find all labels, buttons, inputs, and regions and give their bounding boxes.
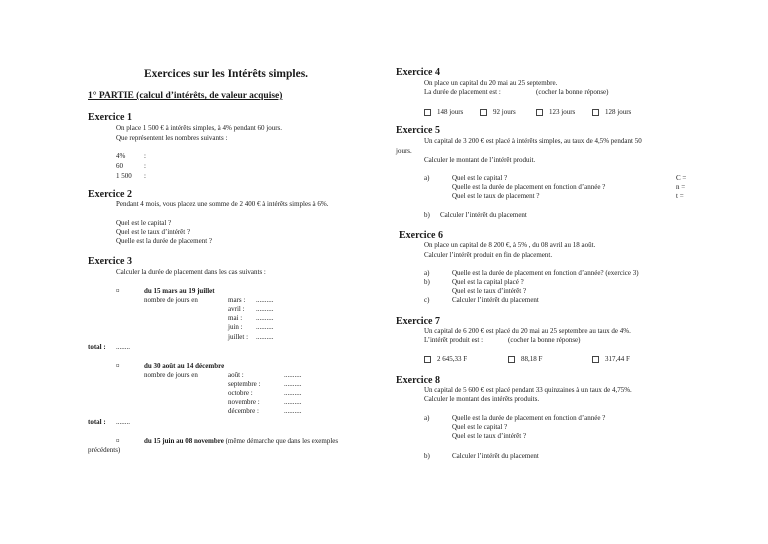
exercise-1-item: 1 500 [116,172,132,180]
item-marker: a) [424,269,430,277]
total-label: total : [88,418,106,426]
answer-dots: .......... [284,371,302,379]
choice-317[interactable] [592,355,630,364]
answer-dots: .......... [284,380,302,388]
month-label: novembre : [228,398,260,406]
answer-dots: ........ [116,343,130,351]
exercise-5-q1: Quel est le capital ? [452,174,508,182]
exercise-1-question: Que représentent les nombres suivants : [116,134,228,142]
bullet-icon: ¤ [116,362,120,370]
exercise-7-question: L’intérêt produit est : [424,336,484,344]
symbol-t: t = [676,192,684,200]
answer-dots: .......... [284,398,302,406]
case-2-label: nombre de jours en [144,371,198,379]
item-marker: c) [424,296,430,304]
case-3-end: précédents) [88,446,121,454]
exercise-5-question: Calculer le montant de l’intérêt produit. [424,156,536,164]
exercise-6-qb2: Quel est le taux d’intérêt ? [452,287,527,295]
checkbox-icon [480,109,487,116]
case-2-title: du 30 août au 14 décembre [144,362,225,370]
exercise-4-question: La durée de placement est : [424,88,501,96]
answer-dots: .......... [284,389,302,397]
exercise-4-statement: On place un capital du 20 mai au 25 septembre. [424,79,558,87]
exercise-2-question-2: Quel est le taux d’intérêt ? [116,228,191,236]
choice-92[interactable] [480,108,516,117]
part-heading: 1° PARTIE (calcul d’intérêts, de valeur acquise) [88,91,283,101]
checkbox-icon [592,356,599,363]
symbol-c: C = [676,174,687,182]
exercise-8-q3: Quel est le taux d’intérêt ? [452,432,527,440]
month-label: décembre : [228,407,259,415]
choice-128[interactable] [592,108,631,117]
checkbox-icon [592,109,599,116]
exercise-4-hint: (cocher la bonne réponse) [536,88,609,96]
colon: : [144,162,146,170]
item-marker: a) [424,414,430,422]
exercise-3-heading: Exercice 3 [88,256,132,267]
checkbox-icon [424,356,431,363]
answer-dots: .......... [256,314,274,322]
exercise-3-statement: Calculer la durée de placement dans les cas suivants : [116,268,266,276]
exercise-8-q1: Quelle est la durée de placement en fonction d’année ? [452,414,606,422]
exercise-6-statement: On place un capital de 8 200 €, à 5% , du 08 avril au 18 août. [424,241,596,249]
bullet-icon: ¤ [116,437,120,445]
choice-label: 2 645,33 F [437,355,468,363]
item-marker: b) [424,452,430,460]
exercise-1-heading: Exercice 1 [88,112,132,123]
exercise-2-question-1: Quel est le capital ? [116,219,172,227]
answer-dots: .......... [284,407,302,415]
symbol-n: n = [676,183,686,191]
exercise-8-qb: Calculer l’intérêt du placement [452,452,539,460]
month-label: avril : [228,305,245,313]
colon: : [144,152,146,160]
checkbox-icon [508,356,515,363]
choice-88[interactable] [508,355,542,364]
month-label: septembre : [228,380,261,388]
exercise-8-heading: Exercice 8 [396,375,440,386]
exercise-5-statement-end: jours. [396,147,412,155]
choice-label: 128 jours [605,108,632,116]
choice-label: 123 jours [549,108,576,116]
choice-123[interactable] [536,108,575,117]
exercise-5-q3: Quel est le taux de placement ? [452,192,540,200]
answer-dots: .......... [256,333,274,341]
answer-dots: ........ [116,418,130,426]
choice-label: 148 jours [437,108,464,116]
exercise-5-statement: Un capital de 3 200 € est placé à intérêts simples, au taux de 4,5% pendant 50 [424,137,642,145]
exercise-7-heading: Exercice 7 [396,316,440,327]
exercise-1-statement: On place 1 500 € à intérêts simples, à 4% pendant 60 jours. [116,124,283,132]
exercise-2-heading: Exercice 2 [88,189,132,200]
exercise-6-qa: Quelle est la durée de placement en fonction d’année? (exercice 3) [452,269,639,277]
exercise-5-heading: Exercice 5 [396,125,440,136]
exercise-6-heading: Exercice 6 [399,230,443,241]
exercise-6-qc: Calculer l’intérêt du placement [452,296,539,304]
item-marker: a) [424,174,430,182]
exercise-7-hint: (cocher la bonne réponse) [508,336,581,344]
answer-dots: .......... [256,296,274,304]
exercise-2-statement: Pendant 4 mois, vous placez une somme de 2 400 € à intérêts simples à 6%. [116,200,329,208]
answer-dots: .......... [256,305,274,313]
checkbox-icon [536,109,543,116]
month-label: mars : [228,296,246,304]
exercise-5-qb: Calculer l’intérêt du placement [440,211,527,219]
choice-label: 317,44 F [605,355,630,363]
exercise-6-question: Calculer l’intérêt produit en fin de placement. [424,251,553,259]
choice-label: 92 jours [493,108,516,116]
month-label: août : [228,371,244,379]
month-label: octobre : [228,389,253,397]
bullet-icon: ¤ [116,287,120,295]
item-marker: b) [424,211,430,219]
exercise-8-question: Calculer le montant des intérêts produits. [424,395,540,403]
exercise-4-heading: Exercice 4 [396,67,440,78]
month-label: juillet : [228,333,249,341]
page-title: Exercices sur les Intérêts simples. [144,68,309,80]
choice-label: 88,18 F [521,355,543,363]
exercise-6-qb1: Quel est la capital placé ? [452,278,524,286]
case-3-title: du 15 juin au 08 novembre [144,437,224,445]
item-marker: b) [424,278,430,286]
exercise-2-question-3: Quelle est la durée de placement ? [116,237,213,245]
case-3-line [144,437,338,446]
month-label: mai : [228,314,243,322]
total-label: total : [88,343,106,351]
exercise-1-item: 4% [116,152,126,160]
exercise-8-q2: Quel est le capital ? [452,423,508,431]
choice-2645[interactable] [424,355,467,364]
checkbox-icon [424,109,431,116]
exercise-8-statement: Un capital de 5 600 € est placé pendant 33 quinzaines à un taux de 4,75%. [424,386,632,394]
exercise-5-q2: Quelle est la durée de placement en fonction d’année ? [452,183,606,191]
answer-dots: .......... [256,323,274,331]
colon: : [144,172,146,180]
exercise-1-item: 60 [116,162,123,170]
month-label: juin : [228,323,243,331]
choice-148[interactable] [424,108,463,117]
exercise-7-statement: Un capital de 6 200 € est placé du 20 mai au 25 septembre au taux de 4%. [424,327,631,335]
case-1-label: nombre de jours en [144,296,198,304]
case-1-title: du 15 mars au 19 juillet [144,287,215,295]
case-3-rest: (même démarche que dans les exemples [225,437,339,445]
